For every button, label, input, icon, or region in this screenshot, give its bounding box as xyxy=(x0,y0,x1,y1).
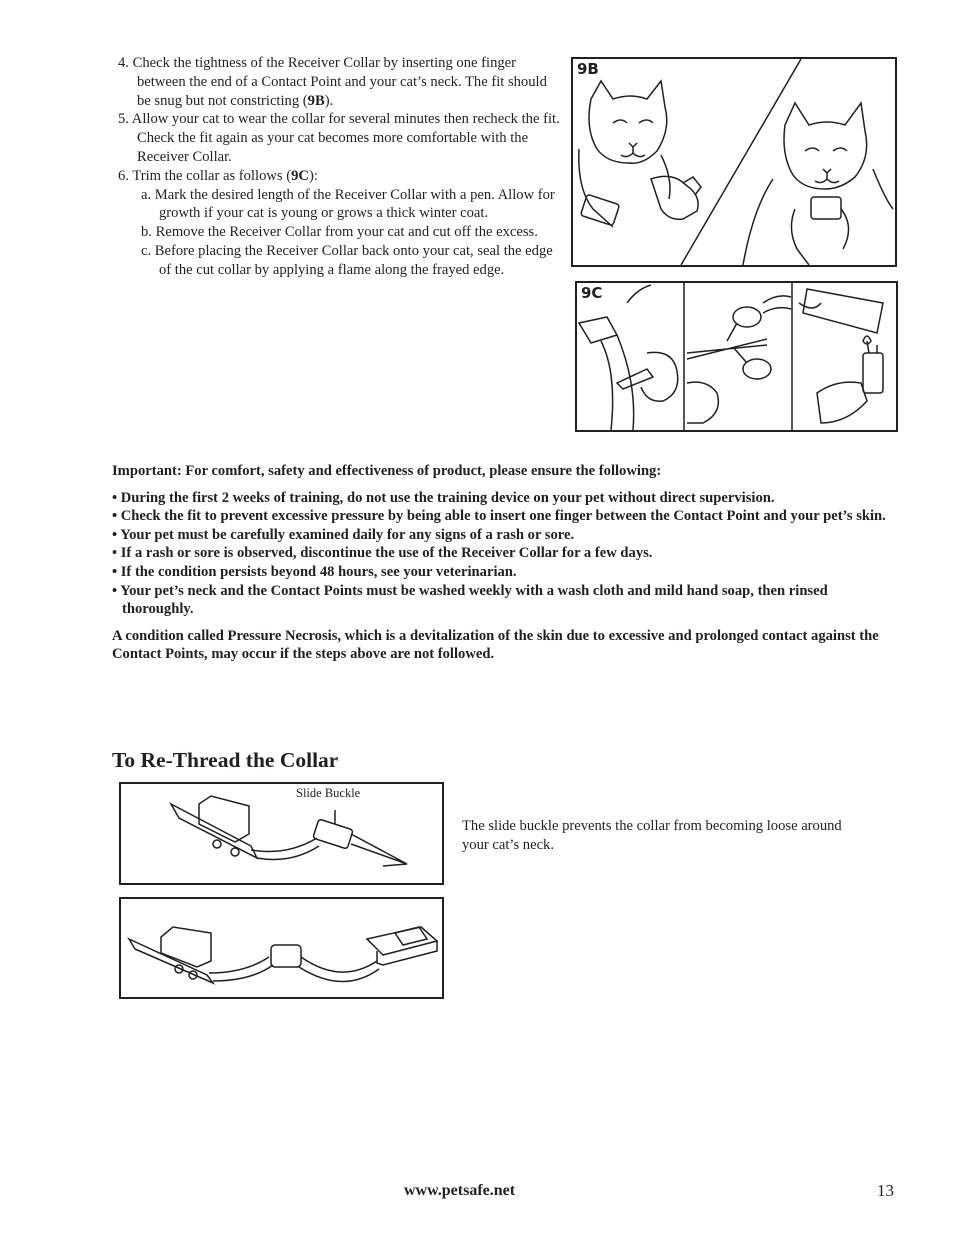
figure-9b xyxy=(571,57,897,267)
bullet-item: • If the condition persists beyond 48 hours, see your veterinarian. xyxy=(112,563,517,580)
bullet-item: • During the first 2 weeks of training, do not use the training device on your pet without direct supervision. xyxy=(112,489,775,506)
rethread-collar-figure xyxy=(119,897,444,999)
collar-slide-buckle-illustration xyxy=(121,784,442,883)
important-intro: Important: For comfort, safety and effectiveness of product, please ensure the following: xyxy=(112,463,662,479)
important-bullets xyxy=(112,489,902,619)
substep-a: a. Mark the desired length of the Receiver Collar with a pen. Allow for growth if your cat is young or grows a thick winter coat. xyxy=(141,186,555,222)
pressure-necrosis-warning: A condition called Pressure Necrosis, which is a devitalization of the skin due to excessive and prolonged contact against the Contact Points, may occur if the steps above are not followed. xyxy=(112,627,879,663)
collar-trim-illustration xyxy=(577,283,896,430)
important-section xyxy=(112,462,902,672)
step-5: 5. Allow your cat to wear the collar for several minutes then recheck the fit. Check the fit again as your cat becomes more comfortable with the Receiver Collar. xyxy=(118,111,560,165)
step-4: 4. Check the tightness of the Receiver Collar by inserting one finger between the end of a Contact Point and your cat’s neck. The fit should be snug but not constricting (9B). xyxy=(118,55,547,109)
instruction-steps xyxy=(118,54,563,280)
substep-c: c. Before placing the Receiver Collar back onto your cat, seal the edge of the cut collar by applying a flame along the frayed edge. xyxy=(141,242,553,278)
website-url[interactable]: www.petsafe.net xyxy=(404,1182,516,1199)
slide-buckle-label: Slide Buckle xyxy=(296,786,361,800)
slide-buckle-note: The slide buckle prevents the collar from becoming loose around your cat’s neck. xyxy=(462,818,842,853)
rethread-collar-illustration xyxy=(121,899,442,997)
bullet-item: • Your pet must be carefully examined daily for any signs of a rash or sore. xyxy=(112,526,575,543)
figure-9c-label: 9C xyxy=(581,284,603,302)
slide-buckle-figure xyxy=(119,782,444,885)
step-6: 6. Trim the collar as follows (9C): xyxy=(118,167,318,184)
bullet-item: • Check the fit to prevent excessive pressure by being able to insert one finger between the Contact Point and your pet’s skin. xyxy=(112,508,886,525)
section-heading: To Re-Thread the Collar xyxy=(112,748,339,772)
substep-b: b. Remove the Receiver Collar from your cat and cut off the excess. xyxy=(141,224,538,241)
figure-9b-label: 9B xyxy=(577,60,599,78)
cat-collar-fit-illustration xyxy=(573,59,895,265)
bullet-item: • Your pet’s neck and the Contact Points must be washed weekly with a wash cloth and mild hand soap, then rinsed thoroughly. xyxy=(112,582,828,618)
figure-9c xyxy=(575,281,898,432)
bullet-item: • If a rash or sore is observed, discontinue the use of the Receiver Collar for a few days. xyxy=(112,545,653,562)
page-number: 13 xyxy=(877,1181,894,1200)
